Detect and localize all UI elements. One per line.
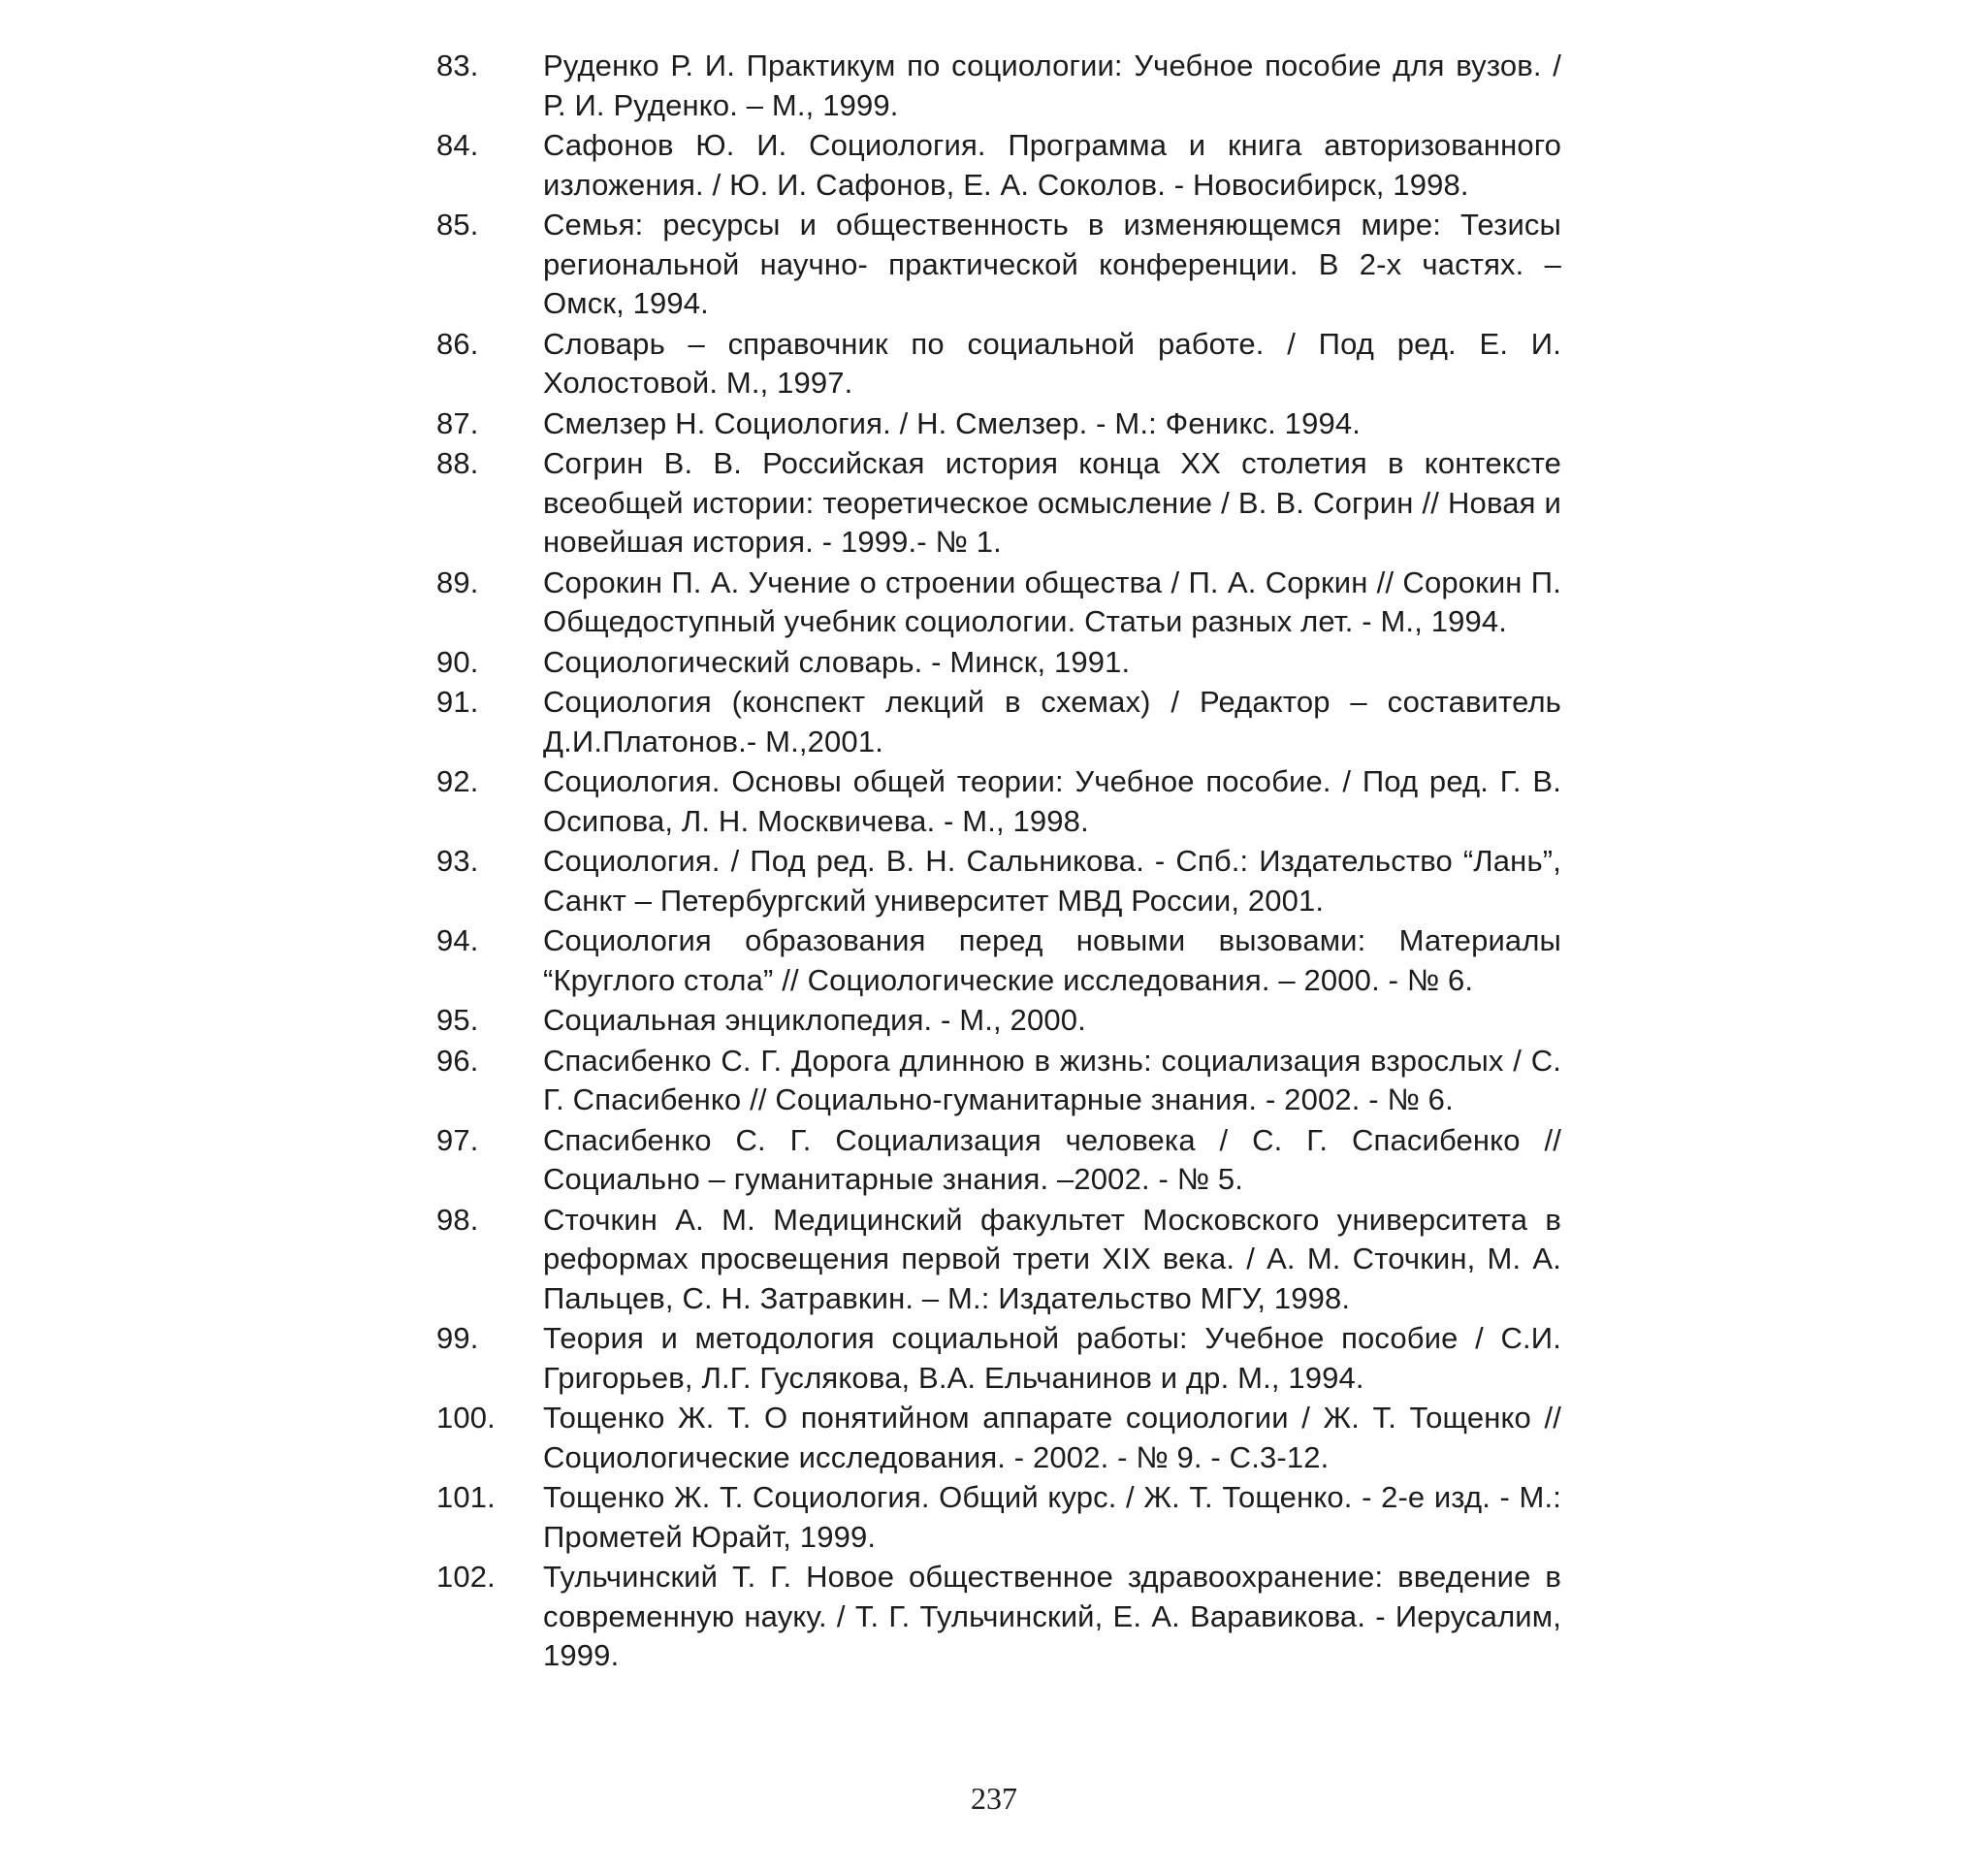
reference-number: 101.: [436, 1480, 496, 1514]
reference-item: [436, 1558, 1561, 1676]
reference-item: [436, 921, 1561, 1000]
reference-number: 94.: [436, 923, 479, 957]
reference-text: Спасибенко С. Г. Социализация человека / С. Г. Спасибенко // Социально – гуманитарные знания. –2002. - № 5.: [543, 1122, 1561, 1196]
reference-number: 89.: [436, 565, 479, 599]
reference-text: Социальная энциклопедия. - М., 2000.: [543, 1003, 1086, 1037]
reference-text: Тульчинский Т. Г. Новое общественное здравоохранение: введение в современную науку. / Т. Г. Тульчинский, Е. А. Варавикова. - Иерусалим, 1999.: [543, 1560, 1561, 1672]
reference-number: 84.: [436, 128, 479, 162]
reference-text: Социология. Основы общей теории: Учебное пособие. / Под ред. Г. В. Осипова, Л. Н. Москвичева. - М., 1998.: [543, 764, 1561, 838]
reference-item: [436, 1001, 1561, 1041]
reference-text: Тощенко Ж. Т. О понятийном аппарате социологии / Ж. Т. Тощенко // Социологические исследования. - 2002. - № 9. - С.3-12.: [543, 1401, 1561, 1474]
reference-number: 83.: [436, 48, 479, 82]
reference-item: [436, 683, 1561, 761]
reference-number: 87.: [436, 405, 479, 440]
reference-item: [436, 1399, 1561, 1477]
reference-text: Смелзер Н. Социология. / Н. Смелзер. - М.: Феникс. 1994.: [543, 405, 1362, 440]
reference-text: Социология (конспект лекций в схемах) / Редактор – составитель Д.И.Платонов.- М.,2001.: [543, 685, 1561, 758]
reference-number: 90.: [436, 644, 479, 679]
reference-item: [436, 47, 1561, 125]
reference-text: Тощенко Ж. Т. Социология. Общий курс. / Ж. Т. Тощенко. - 2-е изд. - М.: Прометей Юрайт, 1999.: [543, 1480, 1561, 1554]
reference-number: 97.: [436, 1122, 479, 1157]
reference-text: Социология образования перед новыми вызовами: Материалы “Круглого стола” // Социологические исследования. – 2000. - № 6.: [543, 923, 1561, 997]
reference-text: Словарь – справочник по социальной работе. / Под ред. Е. И. Холостовой. М., 1997.: [543, 326, 1561, 400]
reference-number: 102.: [436, 1560, 496, 1594]
reference-number: 88.: [436, 446, 479, 480]
reference-number: 85.: [436, 208, 479, 242]
reference-item: [436, 643, 1561, 683]
reference-number: 98.: [436, 1202, 479, 1237]
reference-text: Социология. / Под ред. В. Н. Сальникова. - Спб.: Издательство “Лань”, Санкт – Петербургский университет МВД России, 2001.: [543, 844, 1561, 918]
reference-item: [436, 1319, 1561, 1398]
reference-number: 93.: [436, 844, 479, 878]
reference-number: 86.: [436, 326, 479, 361]
reference-number: 92.: [436, 764, 479, 798]
reference-item: [436, 1478, 1561, 1557]
reference-item: [436, 1042, 1561, 1120]
reference-item: [436, 842, 1561, 920]
reference-item: [436, 1121, 1561, 1200]
reference-item: [436, 206, 1561, 324]
reference-text: Семья: ресурсы и общественность в изменяющемся мире: Тезисы региональной научно- практической конференции. В 2-х частях. – Омск, 1994.: [543, 208, 1561, 320]
reference-number: 95.: [436, 1003, 479, 1037]
reference-item: [436, 126, 1561, 205]
reference-text: Руденко Р. И. Практикум по социологии: Учебное пособие для вузов. / Р. И. Руденко. – М., 1999.: [543, 48, 1561, 122]
reference-text: Теория и методология социальной работы: Учебное пособие / С.И. Григорьев, Л.Г. Гуслякова, В.А. Ельчанинов и др. М., 1994.: [543, 1321, 1561, 1395]
reference-text: Сточкин А. М. Медицинский факультет Московского университета в реформах просвещения первой трети XIX века. / А. М. Сточкин, М. А. Пальцев, С. Н. Затравкин. – М.: Издательство МГУ, 1998.: [543, 1202, 1561, 1315]
page-number: 237: [971, 1781, 1017, 1816]
reference-number: 100.: [436, 1401, 496, 1435]
reference-item: [436, 444, 1561, 563]
reference-text: Сорокин П. А. Учение о строении общества / П. А. Соркин // Сорокин П. Общедоступный учебник социологии. Статьи разных лет. - М., 1994.: [543, 565, 1561, 638]
reference-number: 96.: [436, 1043, 479, 1078]
reference-item: [436, 762, 1561, 841]
reference-list: [436, 47, 1561, 1677]
reference-number: 91.: [436, 685, 479, 719]
reference-item: [436, 404, 1561, 444]
reference-number: 99.: [436, 1321, 479, 1355]
reference-text: Спасибенко С. Г. Дорога длинною в жизнь: социализация взрослых / С. Г. Спасибенко // Социально-гуманитарные знания. - 2002. - № 6.: [543, 1043, 1561, 1116]
reference-item: [436, 325, 1561, 403]
reference-item: [436, 564, 1561, 642]
reference-text: Согрин В. В. Российская история конца XX столетия в контексте всеобщей истории: теоретическое осмысление / В. В. Согрин // Новая и новейшая история. - 1999.- № 1.: [543, 446, 1561, 559]
reference-text: Сафонов Ю. И. Социология. Программа и книга авторизованного изложения. / Ю. И. Сафонов, Е. А. Соколов. - Новосибирск, 1998.: [543, 128, 1561, 202]
reference-text: Социологический словарь. - Минск, 1991.: [543, 644, 1131, 679]
reference-item: [436, 1201, 1561, 1319]
